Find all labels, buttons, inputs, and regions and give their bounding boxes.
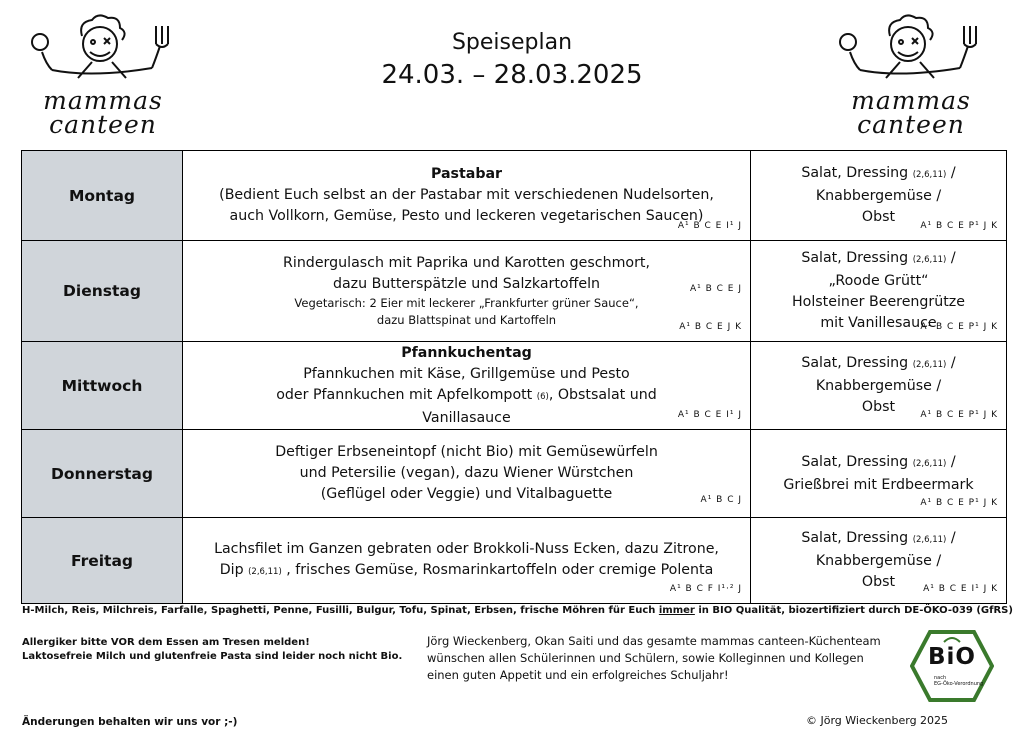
- table-row: [22, 342, 1007, 430]
- side-first: Salat, Dressing: [801, 355, 909, 371]
- greeting-line: Jörg Wieckenberg, Okan Saiti und das gesamte mammas canteen-Küchenteam: [427, 634, 881, 648]
- logo-wordmark-line2: canteen: [49, 110, 157, 139]
- bio-seal-sub2: EG-Öko-Verordnung: [934, 681, 984, 687]
- bio-seal-subtext: [934, 675, 983, 687]
- allergen-codes: A¹ B C E I¹ J: [677, 410, 742, 420]
- allergen-codes: A¹ B C J: [700, 495, 742, 505]
- day-label: Freitag: [22, 518, 183, 604]
- dish-line: und Petersilie (vegan), dazu Wiener Würstchen: [299, 465, 634, 481]
- side-dish-cell: [751, 151, 1007, 241]
- logo-wordmark-line1: mammas: [43, 86, 163, 115]
- allergen-codes: A¹ B C E I¹ J K: [923, 584, 998, 594]
- dish-line: auch Vollkorn, Gemüse, Pesto und leckeren vegetarischen Saucen): [229, 208, 704, 224]
- copyright: © Jörg Wieckenberg 2025: [806, 714, 949, 727]
- apple-codes: (6): [536, 391, 549, 402]
- allergen-codes: A¹ B C E I¹ J: [677, 221, 742, 231]
- dish-line-vegetarian: Vegetarisch: 2 Eier mit leckerer „Frankfurter grüner Sauce“,: [294, 296, 639, 310]
- dish-line: dazu Butterspätzle und Salzkartoffeln: [332, 276, 601, 292]
- side-line: Holsteiner Beerengrütze: [792, 294, 965, 310]
- side-line: Salat, Dressing (2,6,11) /: [801, 453, 956, 470]
- main-dish-cell: [183, 430, 751, 518]
- side-line: Obst: [861, 209, 896, 225]
- side-line: Obst: [861, 574, 896, 590]
- bio-quality-note: [22, 605, 1012, 616]
- dish-line: [195, 385, 738, 408]
- table-row: [22, 518, 1007, 604]
- logo-wordmark-line1: mammas: [851, 86, 971, 115]
- menu-table: [21, 150, 1007, 604]
- greeting-message: [427, 633, 881, 684]
- greeting-line: wünschen allen Schülerinnen und Schülern, sowie Kolleginnen und Kollegen: [427, 651, 864, 665]
- allergen-codes: A¹ B C F I¹·² J: [669, 584, 742, 594]
- dish-line: Vanillasauce: [422, 409, 511, 426]
- side-dish-cell: [751, 241, 1007, 342]
- side-line: Salat, Dressing (2,6,11) /: [801, 530, 956, 546]
- changes-notice: Änderungen behalten wir uns vor ;-): [22, 716, 238, 728]
- main-dish-cell: [183, 342, 751, 430]
- side-line: „Roode Grütt“: [828, 273, 929, 289]
- side-dish-cell: [751, 430, 1007, 518]
- table-row: [22, 241, 1007, 342]
- day-label: Montag: [22, 151, 183, 241]
- side-dish-cell: [751, 342, 1007, 430]
- dish-line-vegetarian: dazu Blattspinat und Kartoffeln: [376, 313, 557, 327]
- dish-line: (Geflügel oder Veggie) und Vitalbaguette: [320, 486, 613, 502]
- side-first: Salat, Dressing: [801, 530, 909, 546]
- side-first: Salat, Dressing: [801, 453, 909, 470]
- dish-line: Deftiger Erbseneintopf (nicht Bio) mit Gemüsewürfeln: [275, 444, 658, 460]
- table-row: [22, 151, 1007, 241]
- bio-note-text: H-Milch, Reis, Milchreis, Farfalle, Spaghetti, Penne, Fusilli, Bulgur, Tofu, Spinat, Erbsen, frische Möhren für Euch: [22, 605, 659, 616]
- bio-seal: [910, 630, 994, 702]
- dressing-codes: (2,6,11): [912, 360, 947, 370]
- allergen-codes: A¹ B C E P¹ J K: [920, 410, 998, 420]
- bio-seal-text: BiO: [928, 644, 976, 670]
- dip-codes: (2,6,11): [248, 566, 282, 577]
- allergy-notice: [22, 636, 402, 664]
- dish-line: Lachsfilet im Ganzen gebraten oder Brokkoli-Nuss Ecken, dazu Zitrone,: [214, 540, 719, 557]
- main-dish-cell: [183, 518, 751, 604]
- day-label: Donnerstag: [22, 430, 183, 518]
- side-first: Salat, Dressing: [801, 165, 909, 181]
- main-dish-cell: [183, 241, 751, 342]
- day-label: Mittwoch: [22, 342, 183, 430]
- bio-seal-sub1: nach: [934, 675, 947, 681]
- bio-note-text: in BIO Qualität, biozertifiziert durch DE-ÖKO-039 (GfRS): [694, 605, 1013, 616]
- side-line: Knabbergemüse /: [815, 553, 942, 569]
- dish-line: [195, 560, 738, 583]
- dressing-codes: (2,6,11): [912, 255, 947, 265]
- dish-text: , Obstsalat und: [548, 386, 657, 403]
- page-title: Speiseplan: [451, 30, 573, 55]
- dish-line: Pfannkuchen mit Käse, Grillgemüse und Pesto: [303, 365, 630, 382]
- date-range: 24.03. – 28.03.2025: [381, 60, 643, 90]
- allergen-codes: A¹ B C E J K: [679, 322, 742, 332]
- side-line: Salat, Dressing (2,6,11) /: [801, 355, 956, 371]
- logo-right: [830, 14, 992, 142]
- side-line: Knabbergemüse /: [815, 378, 942, 394]
- dish-text: , frisches Gemüse, Rosmarinkartoffeln oder cremige Polenta: [281, 561, 714, 578]
- bio-note-emphasis: immer: [658, 605, 695, 616]
- greeting-line: einen guten Appetit und ein erfolgreiches Schuljahr!: [427, 668, 729, 682]
- dish-line: Rindergulasch mit Paprika und Karotten geschmort,: [283, 255, 650, 271]
- allergen-codes: A¹ B C E J: [689, 284, 742, 294]
- main-dish-cell: [183, 151, 751, 241]
- allergen-codes: A¹ B C E P¹ J K: [920, 498, 998, 508]
- dressing-codes: (2,6,11): [912, 458, 947, 469]
- allergen-codes: A¹ B C E P¹ J K: [920, 322, 998, 332]
- dish-text: oder Pfannkuchen mit Apfelkompott: [276, 386, 533, 403]
- side-line: Salat, Dressing (2,6,11) /: [801, 250, 956, 266]
- allergy-line: Laktosefreie Milch und glutenfreie Pasta sind leider noch nicht Bio.: [22, 651, 403, 662]
- side-line: Grießbrei mit Erdbeermark: [783, 476, 974, 493]
- side-line: Knabbergemüse /: [815, 188, 942, 204]
- side-line: Salat, Dressing (2,6,11) /: [801, 165, 956, 181]
- day-label: Dienstag: [22, 241, 183, 342]
- dish-title: Pfannkuchentag: [401, 344, 532, 361]
- logo-left: [22, 14, 184, 142]
- dish-line: (Bedient Euch selbst an der Pastabar mit verschiedenen Nudelsorten,: [219, 187, 714, 203]
- side-first: Salat, Dressing: [801, 250, 909, 266]
- allergen-codes: A¹ B C E P¹ J K: [920, 221, 998, 231]
- dish-text: Dip: [219, 561, 244, 578]
- side-line: Obst: [861, 399, 896, 415]
- dressing-codes: (2,6,11): [912, 535, 947, 545]
- side-dish-cell: [751, 518, 1007, 604]
- dish-title: Pastabar: [430, 166, 503, 182]
- allergy-line: Allergiker bitte VOR dem Essen am Tresen melden!: [22, 637, 310, 648]
- side-line: mit Vanillesauce: [820, 315, 937, 331]
- logo-wordmark-line2: canteen: [857, 110, 965, 139]
- table-row: [22, 430, 1007, 518]
- dressing-codes: (2,6,11): [912, 170, 947, 180]
